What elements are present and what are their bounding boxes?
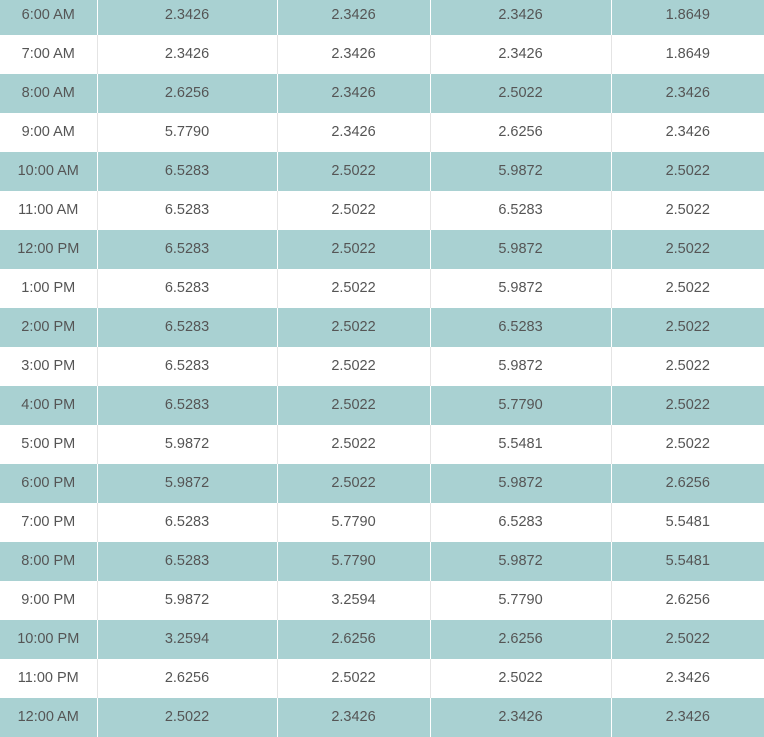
value-cell: 2.3426: [277, 0, 430, 35]
time-cell: 10:00 PM: [0, 620, 97, 659]
table-row: [0, 503, 764, 542]
time-cell: 12:00 PM: [0, 230, 97, 269]
time-cell: 1:00 PM: [0, 269, 97, 308]
time-cell: 9:00 AM: [0, 113, 97, 152]
value-cell: 2.5022: [611, 386, 764, 425]
value-cell: 2.3426: [611, 659, 764, 698]
value-cell: 2.6256: [430, 620, 611, 659]
value-cell: 6.5283: [97, 542, 277, 581]
value-cell: 2.3426: [611, 113, 764, 152]
value-cell: 2.5022: [277, 659, 430, 698]
time-cell: 11:00 PM: [0, 659, 97, 698]
value-cell: 5.9872: [97, 581, 277, 620]
table-row: [0, 230, 764, 269]
value-cell: 2.3426: [430, 35, 611, 74]
value-cell: 2.5022: [611, 308, 764, 347]
table-row: [0, 74, 764, 113]
value-cell: 5.7790: [430, 386, 611, 425]
value-cell: 2.5022: [277, 425, 430, 464]
table-row: [0, 620, 764, 659]
value-cell: 5.7790: [277, 503, 430, 542]
value-cell: 2.3426: [611, 698, 764, 737]
value-cell: 2.6256: [611, 464, 764, 503]
value-cell: 2.5022: [277, 191, 430, 230]
value-cell: 2.3426: [97, 0, 277, 35]
value-cell: 2.3426: [430, 0, 611, 35]
value-cell: 2.5022: [277, 152, 430, 191]
table-row: [0, 581, 764, 620]
value-cell: 2.5022: [277, 308, 430, 347]
value-cell: 5.9872: [430, 152, 611, 191]
value-cell: 2.5022: [277, 347, 430, 386]
value-cell: 2.3426: [277, 698, 430, 737]
value-cell: 6.5283: [430, 191, 611, 230]
value-cell: 3.2594: [277, 581, 430, 620]
value-cell: 2.5022: [611, 152, 764, 191]
table-row: [0, 191, 764, 230]
value-cell: 6.5283: [430, 503, 611, 542]
time-cell: 2:00 PM: [0, 308, 97, 347]
table-row: [0, 269, 764, 308]
value-cell: 2.5022: [611, 620, 764, 659]
value-cell: 5.9872: [430, 542, 611, 581]
value-cell: 6.5283: [430, 308, 611, 347]
value-cell: 2.5022: [611, 425, 764, 464]
value-cell: 2.3426: [611, 74, 764, 113]
table-row: [0, 347, 764, 386]
value-cell: 1.8649: [611, 0, 764, 35]
value-cell: 2.3426: [277, 74, 430, 113]
value-cell: 2.5022: [97, 698, 277, 737]
value-cell: 5.9872: [430, 464, 611, 503]
value-cell: 2.5022: [611, 191, 764, 230]
table-row: [0, 659, 764, 698]
table-row: [0, 152, 764, 191]
value-cell: 2.6256: [611, 581, 764, 620]
value-cell: 5.9872: [430, 230, 611, 269]
value-cell: 2.5022: [277, 269, 430, 308]
value-cell: 6.5283: [97, 152, 277, 191]
time-cell: 6:00 AM: [0, 0, 97, 35]
time-cell: 12:00 AM: [0, 698, 97, 737]
time-cell: 7:00 PM: [0, 503, 97, 542]
value-cell: 2.6256: [97, 74, 277, 113]
value-cell: 2.3426: [97, 35, 277, 74]
value-cell: 2.5022: [277, 386, 430, 425]
table-row: [0, 113, 764, 152]
value-cell: 2.5022: [611, 269, 764, 308]
value-cell: 2.3426: [430, 698, 611, 737]
value-cell: 6.5283: [97, 269, 277, 308]
table-row: [0, 464, 764, 503]
time-cell: 6:00 PM: [0, 464, 97, 503]
value-cell: 2.6256: [97, 659, 277, 698]
value-cell: 5.9872: [430, 347, 611, 386]
value-cell: 2.5022: [277, 230, 430, 269]
value-cell: 2.6256: [277, 620, 430, 659]
value-cell: 6.5283: [97, 230, 277, 269]
value-cell: 2.5022: [611, 230, 764, 269]
value-cell: 2.6256: [430, 113, 611, 152]
value-cell: 2.3426: [277, 113, 430, 152]
value-cell: 2.5022: [611, 347, 764, 386]
value-cell: 6.5283: [97, 386, 277, 425]
value-cell: 5.7790: [97, 113, 277, 152]
time-cell: 8:00 PM: [0, 542, 97, 581]
value-cell: 6.5283: [97, 503, 277, 542]
time-cell: 3:00 PM: [0, 347, 97, 386]
time-cell: 10:00 AM: [0, 152, 97, 191]
value-cell: 2.5022: [277, 464, 430, 503]
value-cell: 2.5022: [430, 74, 611, 113]
time-cell: 8:00 AM: [0, 74, 97, 113]
value-cell: 5.7790: [430, 581, 611, 620]
table-row: [0, 386, 764, 425]
time-cell: 9:00 PM: [0, 581, 97, 620]
time-cell: 7:00 AM: [0, 35, 97, 74]
value-cell: 5.5481: [611, 503, 764, 542]
value-cell: 5.9872: [97, 425, 277, 464]
table-row: [0, 698, 764, 737]
value-cell: 6.5283: [97, 191, 277, 230]
value-cell: 3.2594: [97, 620, 277, 659]
table-row: [0, 425, 764, 464]
value-cell: 5.9872: [97, 464, 277, 503]
table-row: [0, 542, 764, 581]
value-cell: 2.5022: [430, 659, 611, 698]
value-cell: 6.5283: [97, 308, 277, 347]
value-cell: 5.5481: [430, 425, 611, 464]
value-cell: 5.7790: [277, 542, 430, 581]
table-row: [0, 308, 764, 347]
table-row: [0, 0, 764, 35]
value-cell: 6.5283: [97, 347, 277, 386]
value-cell: 5.5481: [611, 542, 764, 581]
time-cell: 4:00 PM: [0, 386, 97, 425]
value-cell: 2.3426: [277, 35, 430, 74]
value-cell: 5.9872: [430, 269, 611, 308]
table-row: [0, 35, 764, 74]
value-cell: 1.8649: [611, 35, 764, 74]
time-cell: 11:00 AM: [0, 191, 97, 230]
time-cell: 5:00 PM: [0, 425, 97, 464]
